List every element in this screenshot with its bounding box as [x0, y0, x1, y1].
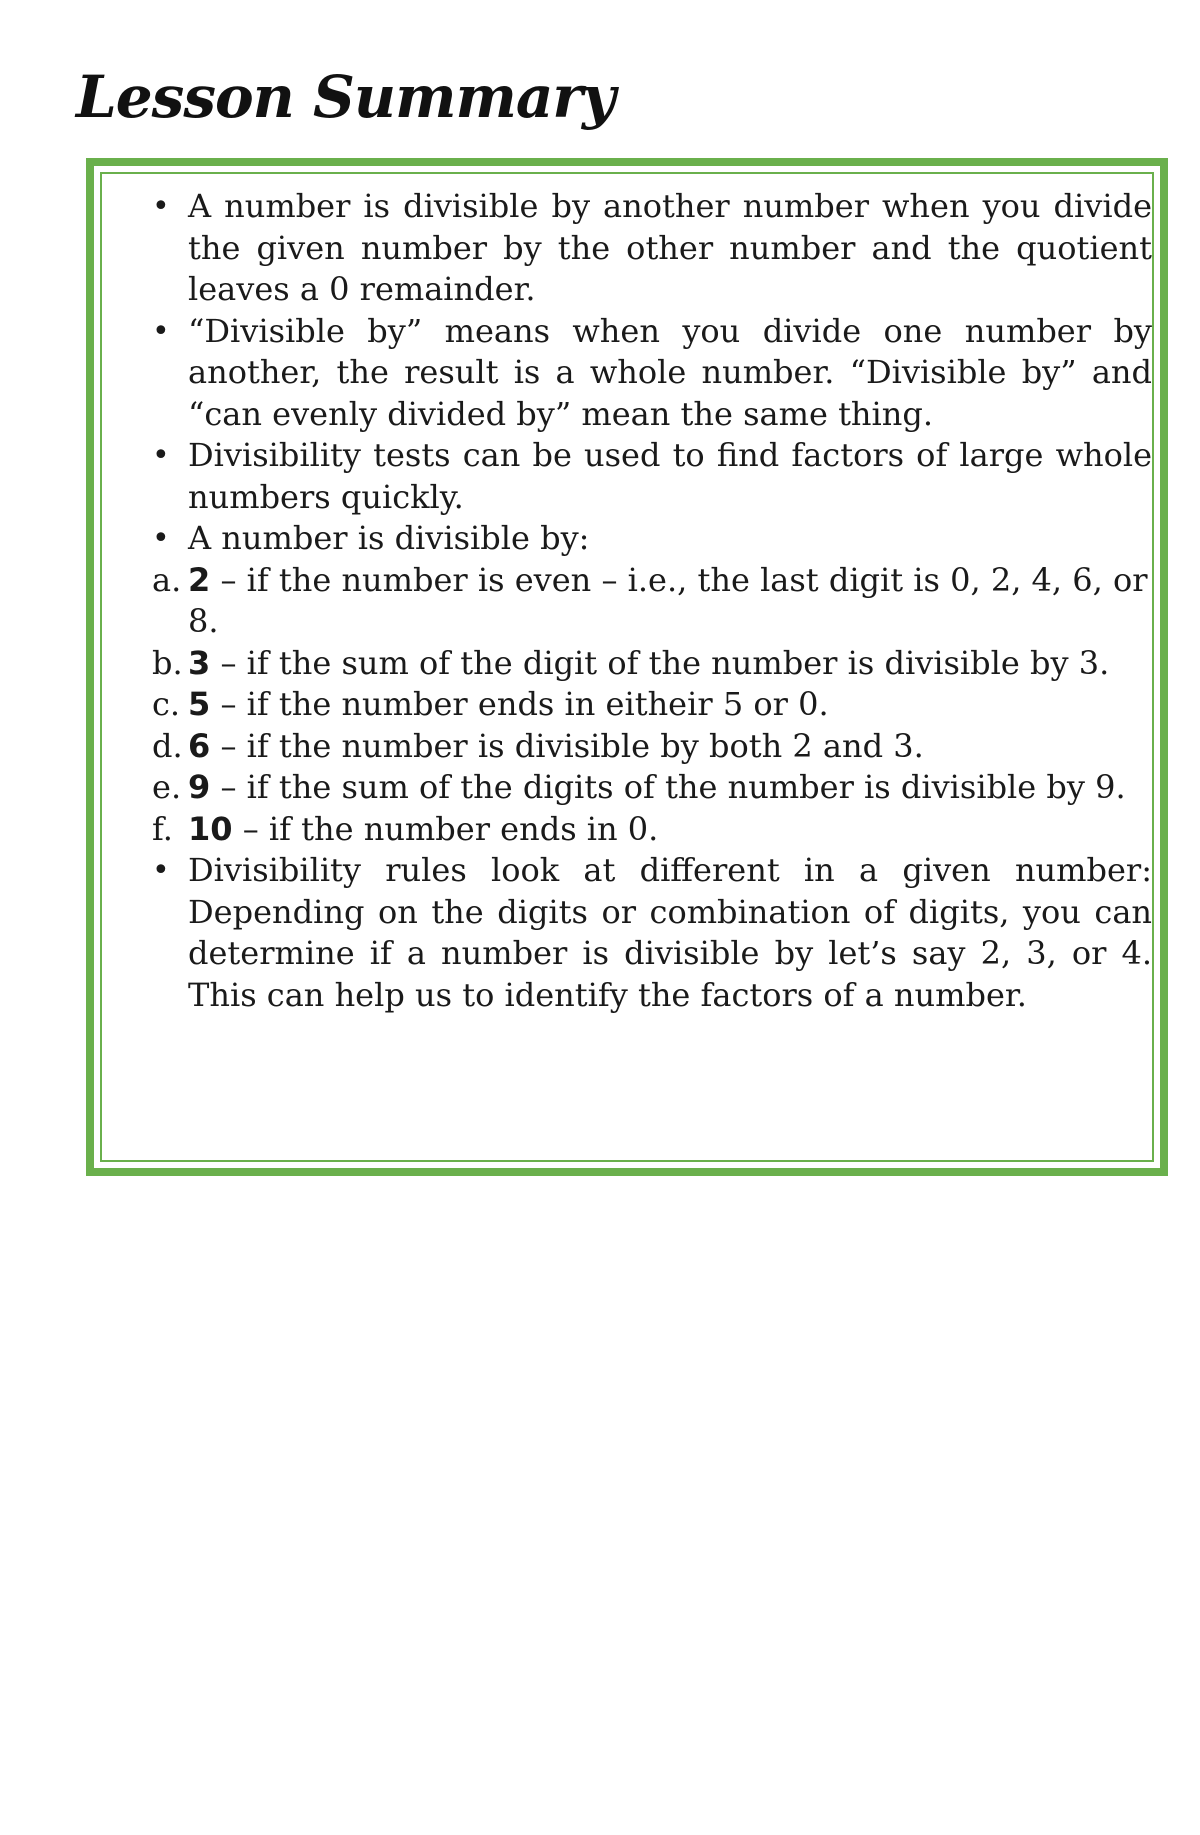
- rule-number: 10: [188, 809, 233, 848]
- summary-list: [152, 186, 1152, 1016]
- rule-number: 5: [188, 685, 211, 723]
- divisibility-rule: [152, 726, 1152, 768]
- rule-text: – if the number ends in eitheir 5 or 0.: [210, 685, 829, 723]
- summary-point: • Divisibility rules look at different in a given number: Depending on the digits or combination of digits, you can determine if a number is divisible by let’s say 2, 3, or 4. This can help us to identify the factors of a number.: [152, 850, 1152, 1016]
- rule-number: 2: [188, 560, 211, 599]
- rule-number: 3: [188, 643, 211, 682]
- divisibility-rule: [152, 643, 1152, 685]
- summary-point: • “Divisible by” means when you divide one number by another, the result is a whole number. “Divisible by” and “can evenly divided by” mean the same thing.: [152, 311, 1152, 436]
- rule-text: – if the number is even – i.e., the last digit is 0, 2, 4, 6, or 8.: [188, 560, 1148, 640]
- rule-text: – if the number is divisible by both 2 and 3.: [210, 726, 924, 765]
- divisibility-rule: [152, 767, 1152, 809]
- summary-point: • Divisibility tests can be used to find factors of large whole numbers quickly.: [152, 435, 1152, 518]
- rule-letter: a.: [152, 560, 182, 599]
- divisibility-rule: [152, 684, 1152, 726]
- rule-letter: e.: [152, 768, 182, 806]
- lesson-summary-box: [86, 158, 1168, 1176]
- rule-letter: d.: [152, 726, 183, 765]
- rule-text: – if the sum of the digit of the number is divisible by 3.: [210, 643, 1110, 682]
- divisibility-rule: [152, 809, 1152, 851]
- summary-point: • A number is divisible by:: [152, 518, 1152, 560]
- rule-number: 6: [188, 726, 211, 765]
- summary-point: • A number is divisible by another number when you divide the given number by the other number and the quotient leaves a 0 remainder.: [152, 186, 1152, 311]
- rule-letter: f.: [152, 809, 173, 848]
- rule-number: 9: [188, 768, 211, 806]
- divisibility-rule: [152, 560, 1152, 643]
- rule-letter: c.: [152, 685, 181, 723]
- page-title: Lesson Summary: [76, 63, 615, 131]
- rule-letter: b.: [152, 643, 183, 682]
- rule-text: – if the sum of the digits of the number is divisible by 9.: [210, 768, 1126, 806]
- rule-text: – if the number ends in 0.: [232, 809, 659, 848]
